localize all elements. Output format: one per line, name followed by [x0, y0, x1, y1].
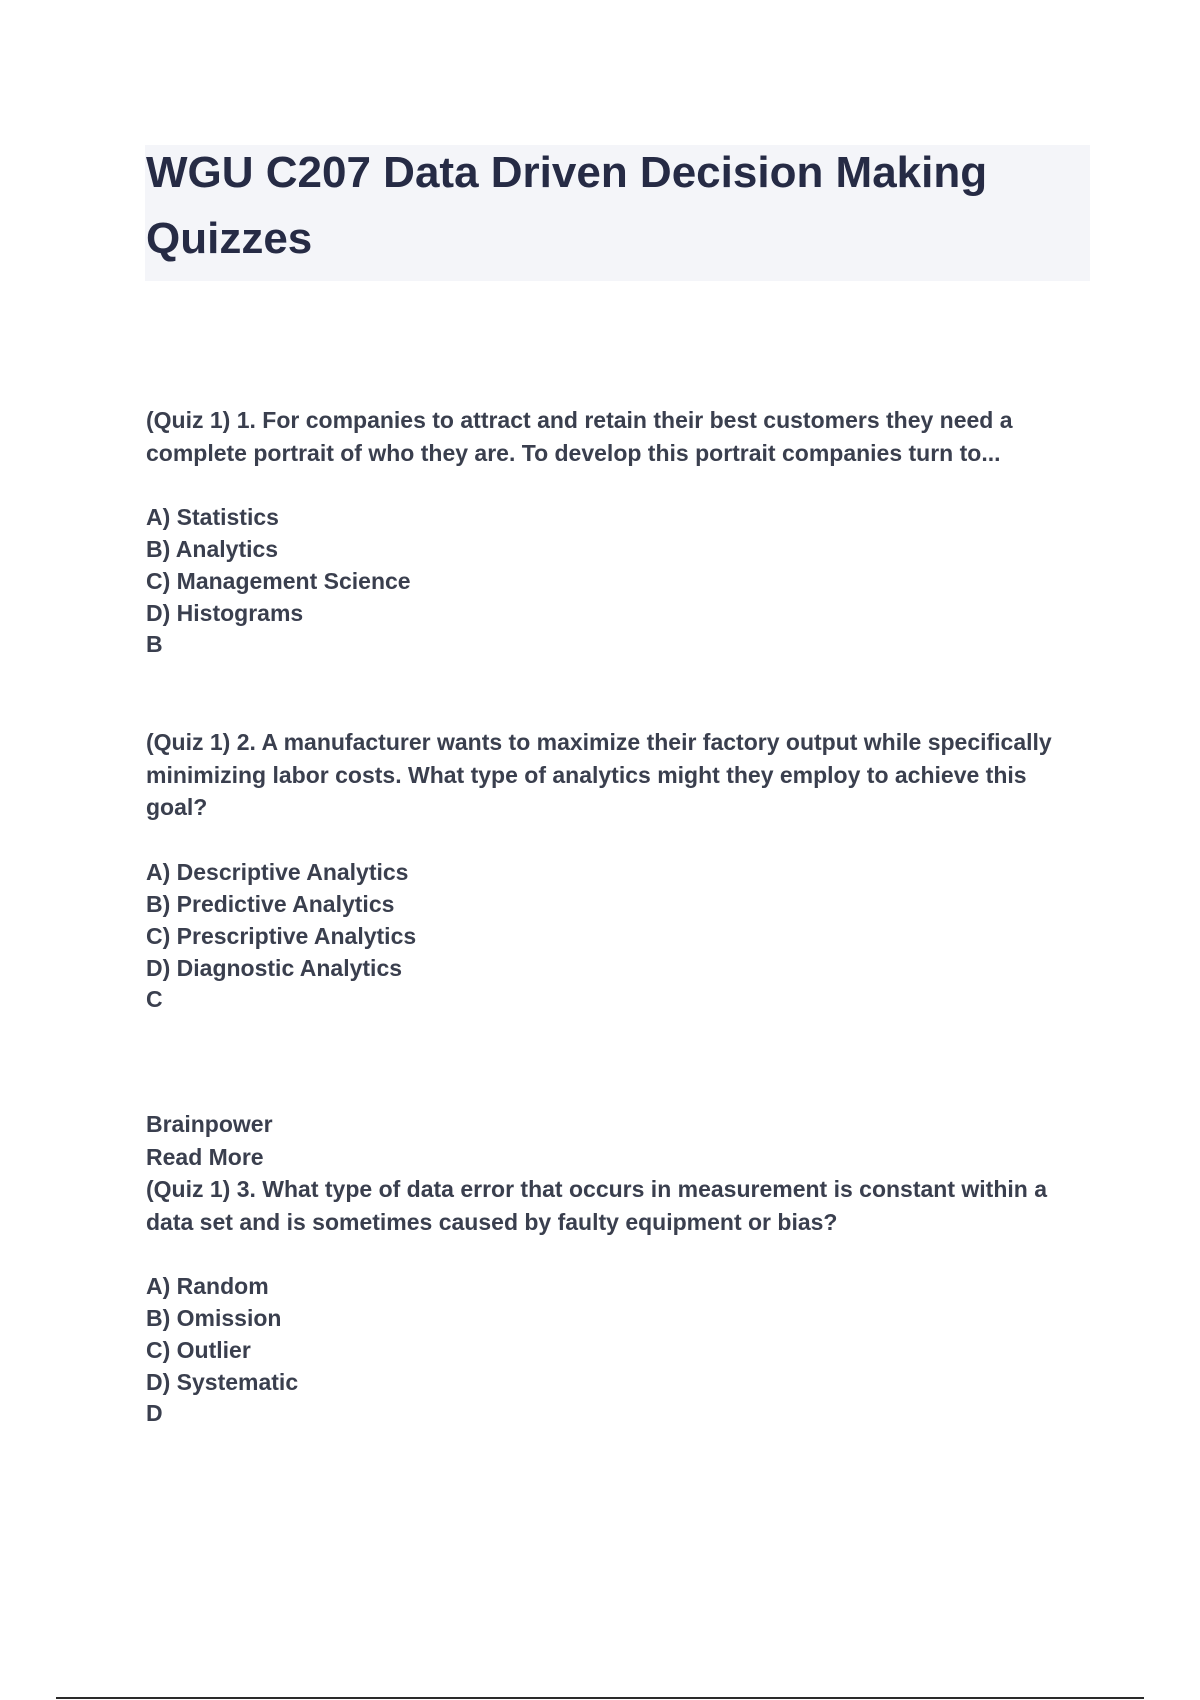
question-1-option-c: C) Management Science: [146, 568, 411, 594]
question-1: [146, 404, 1086, 659]
question-1-answer: B: [146, 631, 163, 657]
question-3: [146, 1108, 1086, 1428]
question-1-prompt: (Quiz 1) 1. For companies to attract and retain their best customers they need a complete portrait of who they are. To develop this portrait companies turn to...: [146, 407, 1013, 466]
question-1-option-a: A) Statistics: [146, 504, 279, 530]
question-3-options: [146, 1270, 1086, 1398]
question-2-option-a: A) Descriptive Analytics: [146, 858, 409, 885]
question-2-option-b: B) Predictive Analytics: [146, 890, 395, 917]
question-3-option-c: C) Outlier: [146, 1337, 251, 1363]
question-2-option-d: D) Diagnostic Analytics: [146, 954, 403, 981]
question-3-option-d: D) Systematic: [146, 1369, 299, 1395]
document-title: WGU C207 Data Driven Decision Making Quizzes: [146, 148, 988, 263]
question-1-option-d: D) Histograms: [146, 600, 304, 626]
brainpower-label: Brainpower: [146, 1111, 273, 1137]
question-3-option-a: A) Random: [146, 1273, 269, 1299]
question-3-answer: D: [146, 1400, 163, 1426]
question-2-prompt: (Quiz 1) 2. A manufacturer wants to maximize their factory output while specifically minimizing labor costs. What type of analytics might they employ to achieve this goal?: [146, 729, 1052, 820]
question-3-option-b: B) Omission: [146, 1305, 282, 1331]
question-3-prompt: (Quiz 1) 3. What type of data error that occurs in measurement is constant within a data set and is sometimes caused by faulty equipment or bias?: [146, 1176, 1047, 1235]
question-1-option-b: B) Analytics: [146, 536, 279, 562]
question-1-options: [146, 501, 1086, 629]
read-more-link[interactable]: Read More: [146, 1143, 264, 1170]
footer-divider: [56, 1697, 1144, 1699]
question-2: [146, 726, 1086, 1014]
question-2-option-c: C) Prescriptive Analytics: [146, 922, 417, 949]
question-2-options: [146, 856, 1086, 984]
question-2-answer: C: [146, 985, 163, 1012]
